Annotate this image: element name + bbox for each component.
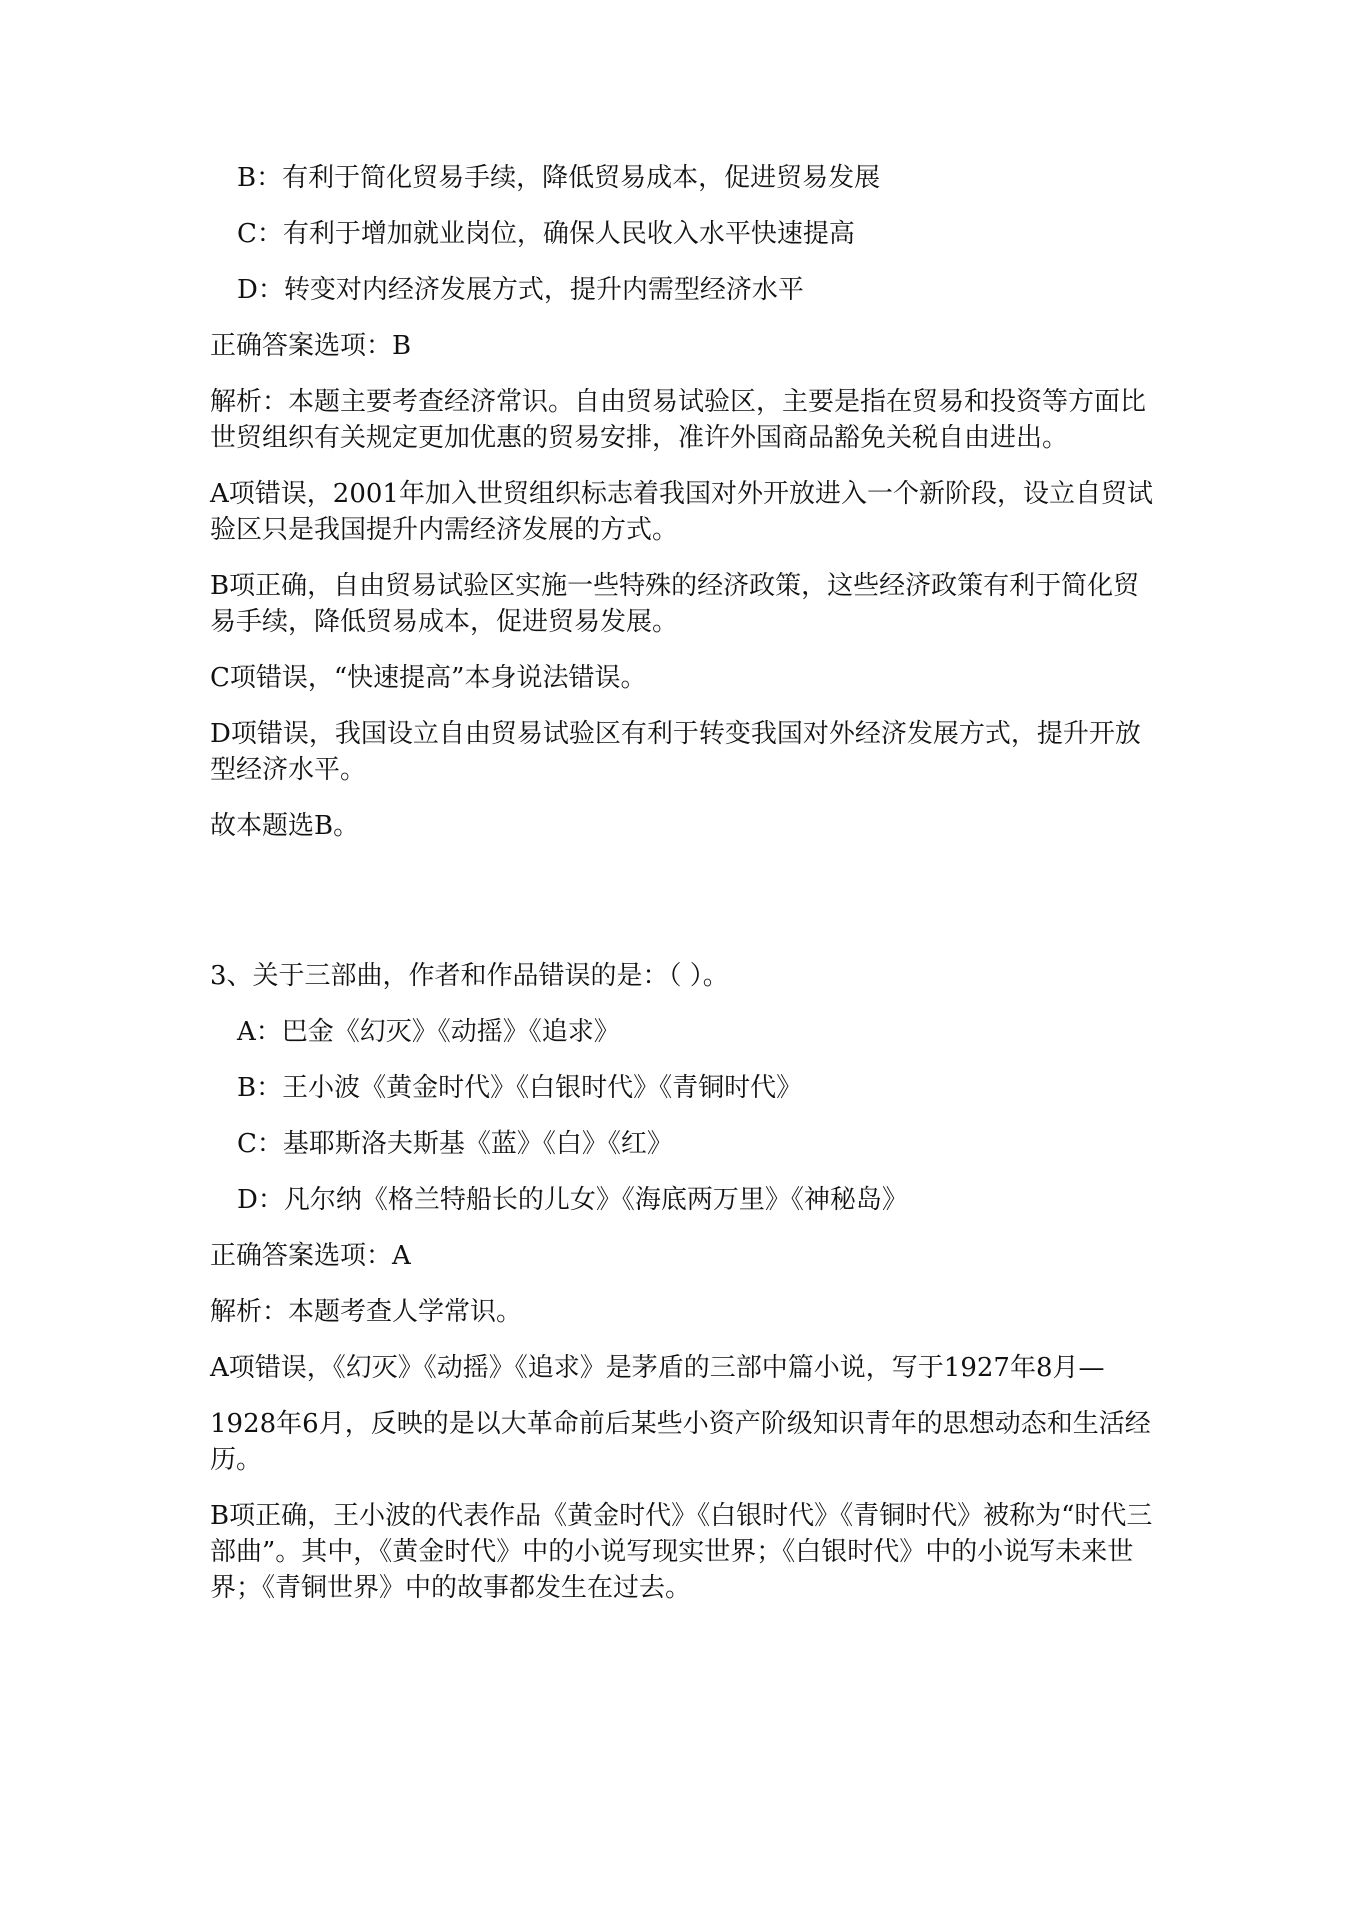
analysis-paragraph: C项错误，“快速提高”本身说法错误。 [210,663,647,693]
question-title: 3、关于三部曲，作者和作品错误的是：（ ）。 [210,961,729,991]
analysis-paragraph: A项错误，《幻灭》《动摇》《追求》是茅盾的三部中篇小说，写于1927年8月— [210,1353,1105,1383]
analysis-paragraph: B项正确，自由贸易试验区实施一些特殊的经济政策，这些经济政策有利于简化贸易手续，降低贸易成本，促进贸易发展。 [210,571,1140,637]
option-d: D：转变对内经济发展方式，提升内需型经济水平 [237,275,804,305]
analysis-paragraph: A项错误，2001年加入世贸组织标志着我国对外开放进入一个新阶段，设立自贸试验区只是我国提升内需经济发展的方式。 [210,479,1153,545]
option-c: C：有利于增加就业岗位，确保人民收入水平快速提高 [237,219,855,249]
option-d: D：凡尔纳《格兰特船长的儿女》《海底两万里》《神秘岛》 [237,1185,908,1215]
option-b: B：有利于简化贸易手续，降低贸易成本，促进贸易发展 [237,163,881,193]
option-a: A：巴金《幻灭》《动摇》《追求》 [237,1017,620,1047]
analysis-paragraph: 解析：本题主要考查经济常识。自由贸易试验区，主要是指在贸易和投资等方面比世贸组织有关规定更加优惠的贸易安排，准许外国商品豁免关税自由进出。 [210,387,1147,453]
analysis-paragraph: 故本题选B。 [210,811,360,841]
analysis-paragraph: B项正确，王小波的代表作品《黄金时代》《白银时代》《青铜时代》被称为“时代三部曲”。其中，《黄金时代》中的小说写现实世界；《白银时代》中的小说写未来世界；《青铜世界》中的故事都发生在过去。 [210,1501,1153,1603]
option-b: B：王小波《黄金时代》《白银时代》《青铜时代》 [237,1073,803,1103]
document-content [210,160,1160,1626]
correct-answer: 正确答案选项：A [210,1241,411,1271]
analysis-paragraph: 1928年6月，反映的是以大革命前后某些小资产阶级知识青年的思想动态和生活经历。 [210,1409,1151,1475]
option-c: C：基耶斯洛夫斯基《蓝》《白》《红》 [237,1129,673,1159]
correct-answer: 正确答案选项：B [210,331,412,361]
analysis-paragraph: 解析：本题考查人学常识。 [210,1297,523,1327]
section-gap [210,864,1160,958]
analysis-paragraph: D项错误，我国设立自由贸易试验区有利于转变我国对外经济发展方式，提升开放型经济水平。 [210,719,1141,785]
